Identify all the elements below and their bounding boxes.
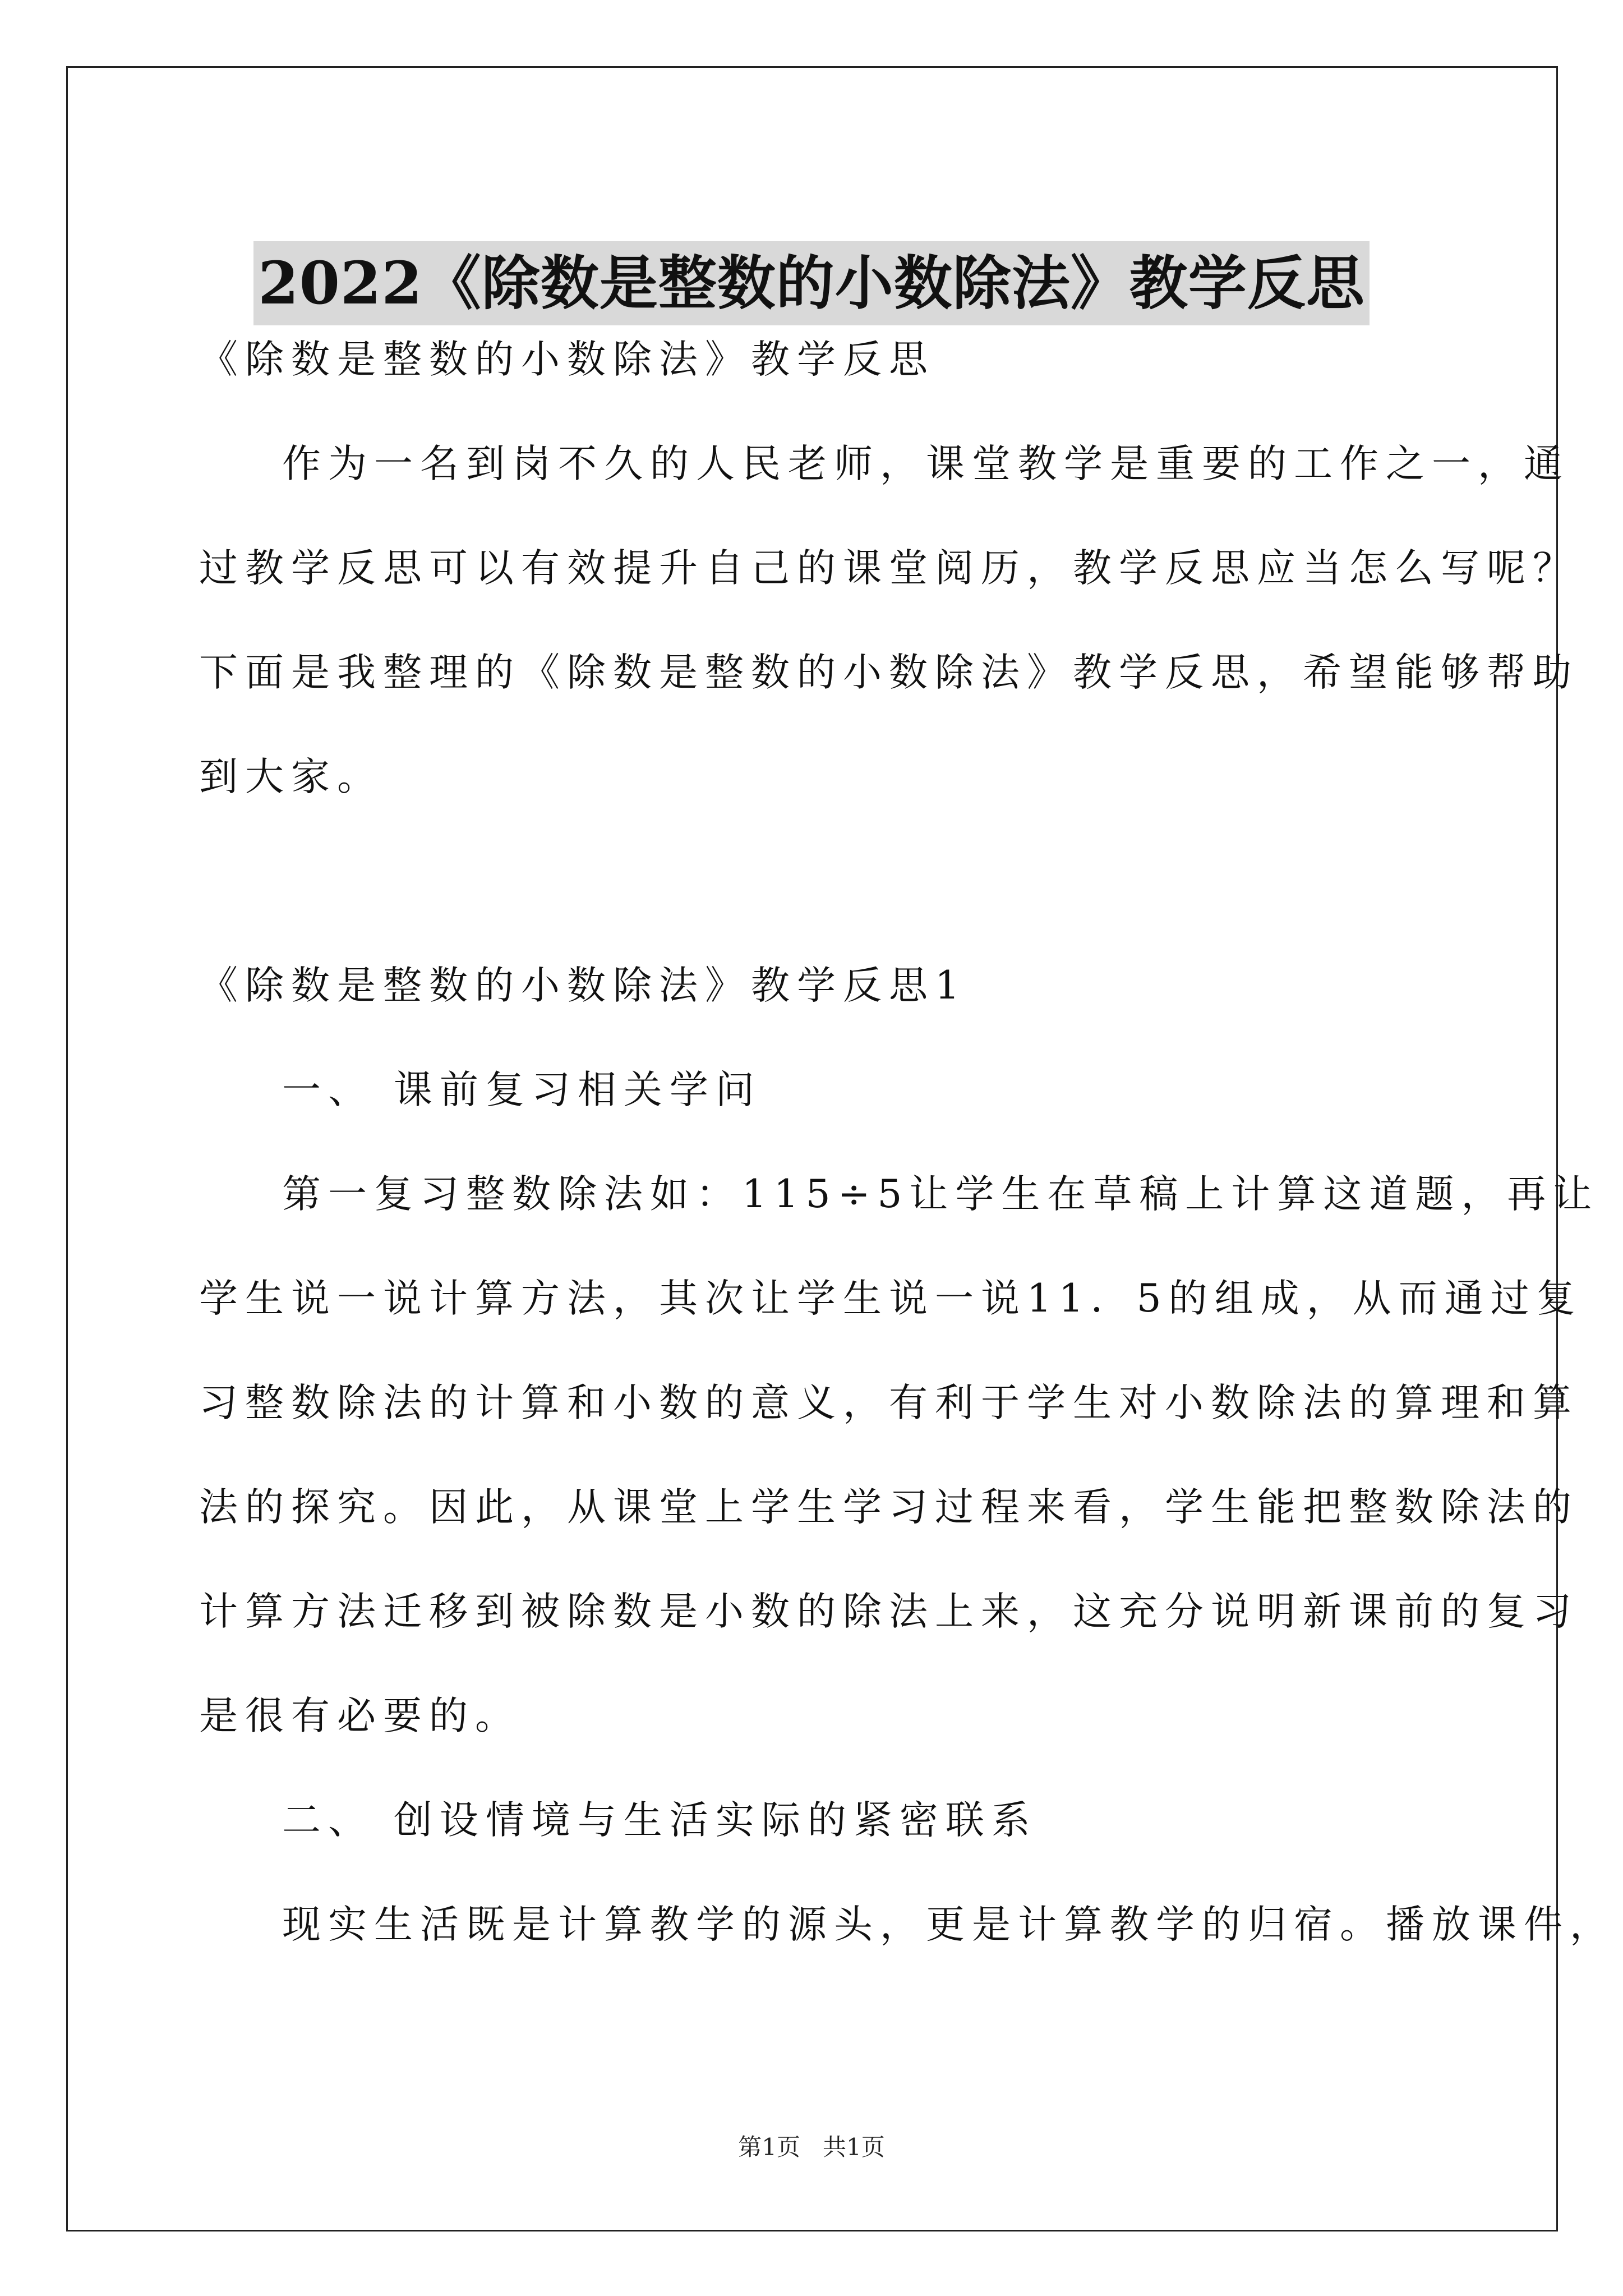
paragraph-line: 下面是我整理的《除数是整数的小数除法》教学反思，希望能够帮助 — [199, 650, 1579, 695]
paragraph-line: 过教学反思可以有效提升自己的课堂阅历，教学反思应当怎么写呢？ — [199, 546, 1579, 591]
paragraph-line: 第一复习整数除法如：115÷5让学生在草稿上计算这道题，再让 — [282, 1172, 1599, 1217]
page-total-label: 共1页 — [823, 2133, 885, 2161]
section-heading-1: 《除数是整数的小数除法》教学反思1 — [199, 963, 967, 1008]
paragraph-line: 学生说一说计算方法，其次让学生说一说11．5的组成，从而通过复 — [199, 1276, 1583, 1321]
page-footer — [0, 2131, 1623, 2164]
section-heading-intro: 《除数是整数的小数除法》教学反思 — [199, 337, 935, 382]
paragraph-line: 计算方法迁移到被除数是小数的除法上来，这充分说明新课前的复习 — [199, 1589, 1579, 1634]
paragraph-line: 习整数除法的计算和小数的意义，有利于学生对小数除法的算理和算 — [199, 1381, 1579, 1425]
paragraph-line: 现实生活既是计算教学的源头，更是计算教学的归宿。播放课件， — [282, 1902, 1616, 1947]
document-title: 2022《除数是整数的小数除法》教学反思 — [253, 241, 1369, 325]
spacer — [199, 829, 1433, 933]
paragraph-line: 法的探究。因此，从课堂上学生学习过程来看，学生能把整数除法的 — [199, 1485, 1579, 1530]
subheading-1: 一、 课前复习相关学问 — [282, 1068, 762, 1112]
paragraph-line: 是很有必要的。 — [199, 1694, 521, 1738]
document-body — [199, 307, 1616, 1977]
page-number-label: 第1页 — [738, 2133, 800, 2161]
paragraph-line: 作为一名到岗不久的人民老师，课堂教学是重要的工作之一，通 — [282, 441, 1570, 486]
subheading-2: 二、 创设情境与生活实际的紧密联系 — [282, 1798, 1038, 1843]
paragraph-line: 到大家。 — [199, 754, 383, 799]
